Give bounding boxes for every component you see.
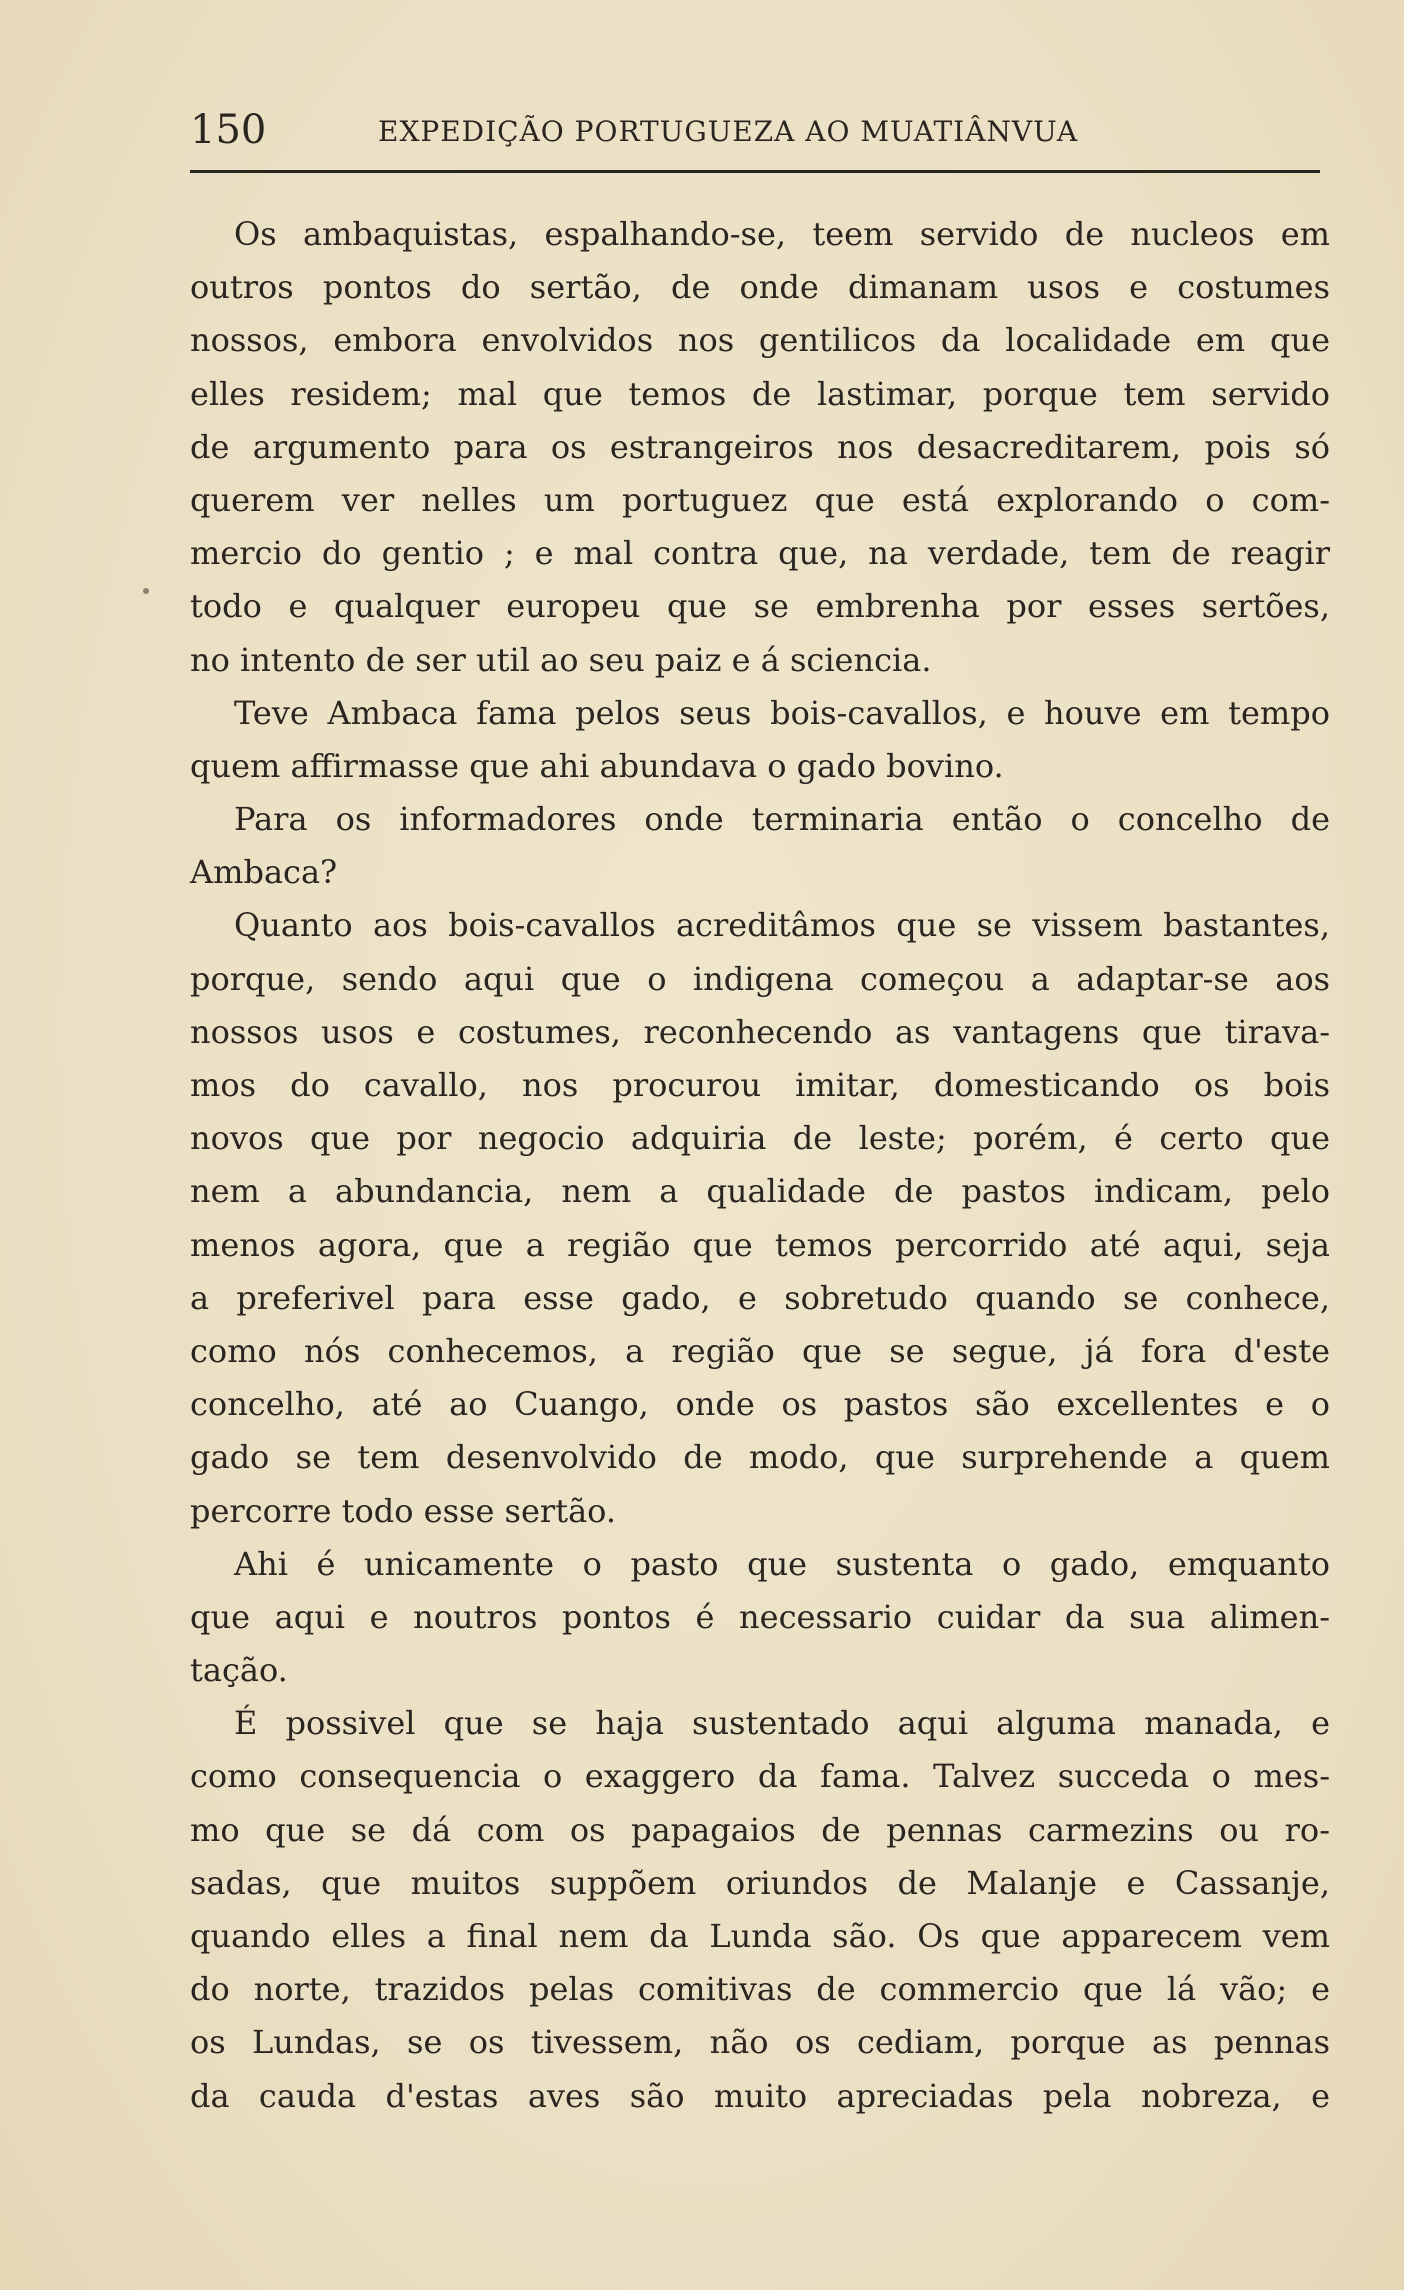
text-line: como nós conhecemos, a região que se segue, já fora d'este [190, 1331, 1330, 1370]
text-line: elles residem; mal que temos de lastimar, porque tem servido [190, 374, 1330, 413]
text-line: nem a abundancia, nem a qualidade de pastos indicam, pelo [190, 1172, 1330, 1211]
header-rule [190, 170, 1320, 173]
text-line: mos do cavallo, nos procurou imitar, domesticando os bois [190, 1066, 1330, 1104]
text-line: de argumento para os estrangeiros nos desacreditarem, pois só [190, 427, 1330, 466]
body-text [190, 208, 1330, 2123]
text-line: a preferivel para esse gado, e sobretudo quando se conhece, [190, 1278, 1330, 1317]
text-line: Ambaca? [190, 853, 338, 892]
running-title: EXPEDIÇÃO PORTUGUEZA AO MUATIÂNVUA [378, 115, 1079, 148]
text-line: mo que se dá com os papagaios de pennas carmezins ou ro- [190, 1810, 1330, 1849]
text-line: outros pontos do sertão, de onde dimanam usos e costumes [190, 268, 1330, 307]
text-line: Os ambaquistas, espalhando-se, teem servido de nucleos em [234, 215, 1330, 253]
page-header [190, 104, 1320, 164]
text-line: nossos, embora envolvidos nos gentilicos da localidade em que [190, 321, 1330, 360]
text-line: gado se tem desenvolvido de modo, que surprehende a quem [190, 1438, 1330, 1477]
text-line: no intento de ser util ao seu paiz e á sciencia. [190, 640, 932, 679]
text-line: mercio do gentio ; e mal contra que, na verdade, tem de reagir [190, 534, 1330, 573]
text-line: É possivel que se haja sustentado aqui alguma manada, e [234, 1704, 1330, 1743]
text-line: menos agora, que a região que temos percorrido até aqui, seja [190, 1225, 1330, 1264]
page-number: 150 [190, 107, 267, 153]
text-line: Quanto aos bois-cavallos acreditâmos que se vissem bastantes, [234, 906, 1330, 945]
text-line: Teve Ambaca fama pelos seus bois-cavallos, e houve em tempo [234, 693, 1330, 732]
text-line: tação. [190, 1651, 288, 1690]
text-line: Para os informadores onde terminaria então o concelho de [234, 800, 1330, 839]
text-line: percorre todo esse sertão. [190, 1491, 617, 1530]
text-line: do norte, trazidos pelas comitivas de commercio que lá vão; e [190, 1970, 1330, 2009]
text-line: que aqui e noutros pontos é necessario cuidar da sua alimen- [190, 1597, 1330, 1636]
text-line: concelho, até ao Cuango, onde os pastos são excellentes e o [190, 1385, 1330, 1424]
text-line: quando elles a final nem da Lunda são. Os que apparecem vem [190, 1917, 1330, 1955]
text-line: como consequencia o exaggero da fama. Talvez succeda o mes- [190, 1757, 1330, 1796]
text-line: porque, sendo aqui que o indigena começou a adaptar-se aos [190, 959, 1330, 998]
margin-speck [143, 588, 149, 594]
text-line: todo e qualquer europeu que se embrenha por esses sertões, [190, 587, 1330, 626]
text-line: os Lundas, se os tivessem, não os cediam, porque as pennas [190, 2023, 1330, 2062]
text-line: Ahi é unicamente o pasto que sustenta o gado, emquanto [234, 1544, 1330, 1583]
text-line: novos que por negocio adquiria de leste; porém, é certo que [190, 1119, 1330, 1158]
text-line: nossos usos e costumes, reconhecendo as vantagens que tirava- [190, 1012, 1330, 1051]
text-line: quem affirmasse que ahi abundava o gado bovino. [190, 746, 1004, 785]
text-line: querem ver nelles um portuguez que está explorando o com- [190, 480, 1330, 519]
text-line: sadas, que muitos suppõem oriundos de Malanje e Cassanje, [190, 1863, 1330, 1902]
text-line: da cauda d'estas aves são muito apreciadas pela nobreza, e [190, 2076, 1330, 2115]
